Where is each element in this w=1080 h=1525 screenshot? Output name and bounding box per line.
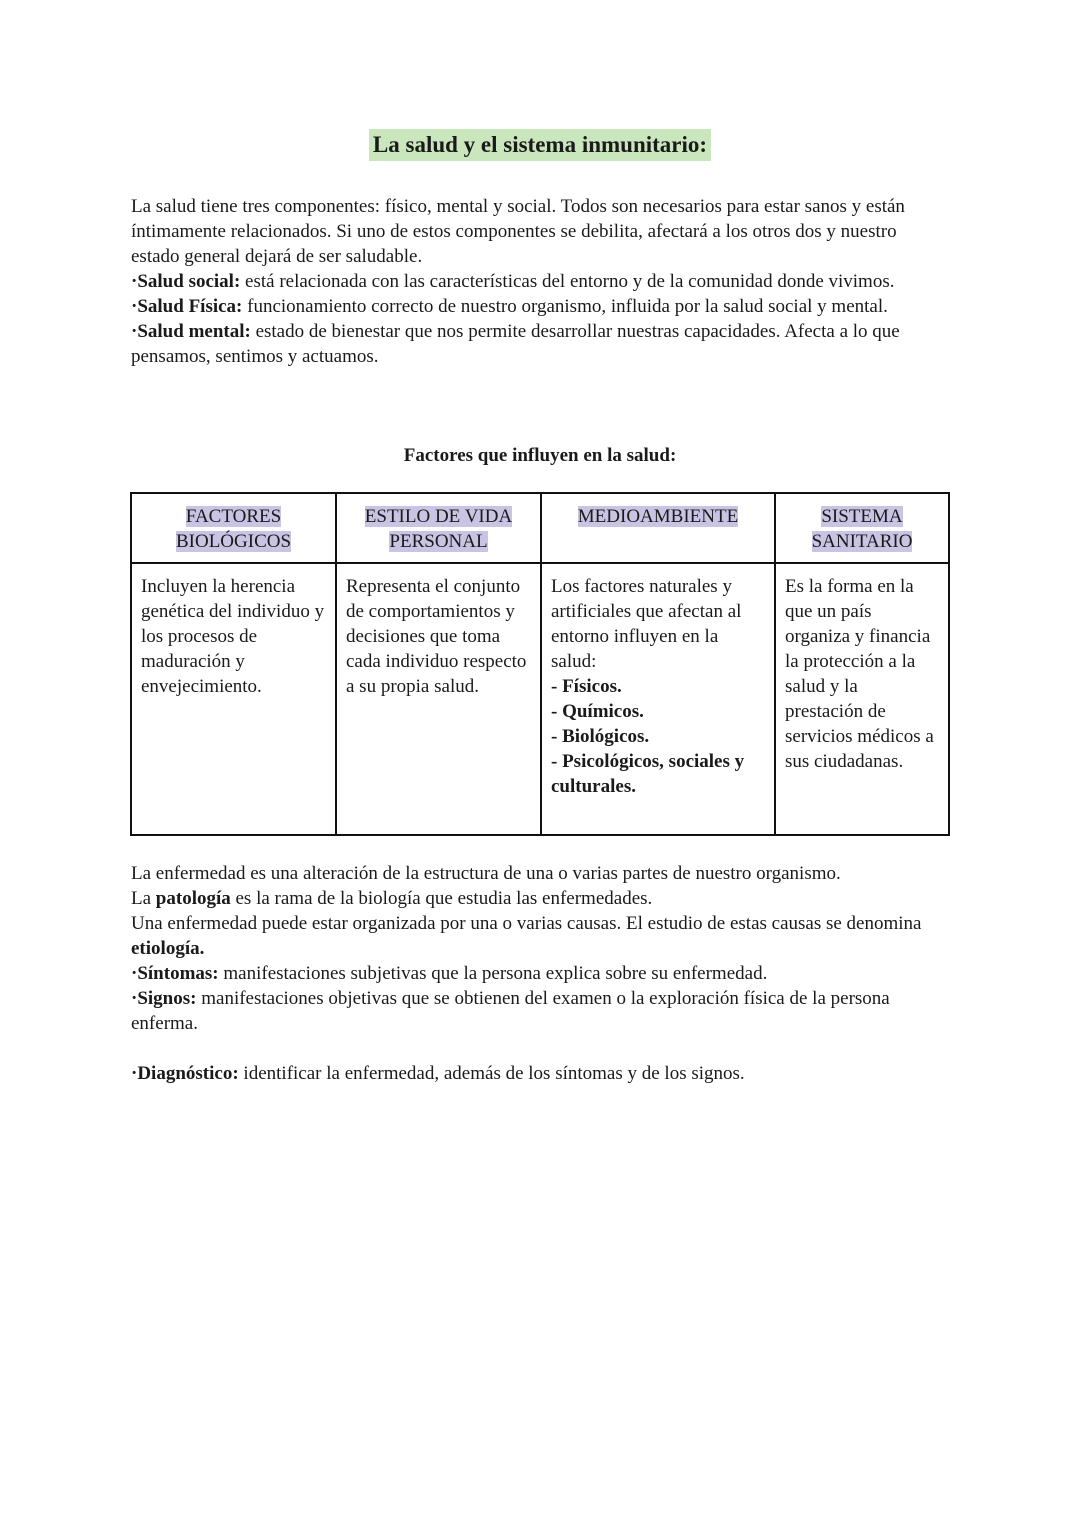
etiology-term: etiología. [131,938,205,959]
cell-health-system: Es la forma en la que un país organiza y financia la protección a la salud y la prestación de servicios médicos a sus ciudadanas. [775,563,949,835]
cell-biological: Incluyen la herencia genética del individuo y los procesos de maduración y envejecimiento. [131,563,336,835]
mental-health-item [131,319,949,369]
header-biological: FACTORES BIOLÓGICOS [131,493,336,563]
physical-health-item [131,294,949,319]
diagnosis-item [131,1061,949,1086]
disease-section [131,861,949,1086]
cell-lifestyle: Representa el conjunto de comportamientos y decisiones que toma cada individuo respecto a su propia salud. [336,563,541,835]
social-health-item [131,269,949,294]
intro-section [131,194,949,369]
disease-paragraph-1: La enfermedad es una alteración de la estructura de una o varias partes de nuestro organismo. [131,863,841,884]
environment-item-psychosocial: - Psicológicos, sociales y culturales. [551,751,745,797]
header-health-system: SISTEMA SANITARIO [775,493,949,563]
social-health-term: ·Salud social: [131,271,241,292]
intro-paragraph: La salud tiene tres componentes: físico, mental y social. Todos son necesarios para estar sanos y están íntimamente relacionados. Si uno de estos componentes se debilita, afectará a los otros dos y nuestro estado general dejará de ser saludable. [131,196,905,267]
disease-paragraph-3: Una enfermedad puede estar organizada por una o varias causas. El estudio de estas causas se denomina etiología. [131,913,922,959]
symptoms-term: ·Síntomas: [131,963,219,984]
symptoms-text: manifestaciones subjetivas que la persona explica sobre su enfermedad. [218,963,768,984]
diagnosis-text: identificar la enfermedad, además de los síntomas y de los signos. [238,1063,745,1084]
table-row [131,563,949,835]
header-environment: MEDIOAMBIENTE [541,493,775,563]
environment-item-biological: - Biológicos. [551,726,650,747]
title-container [0,129,1080,161]
factors-table [130,492,950,836]
environment-intro: Los factores naturales y artificiales que afectan al entorno influyen en la salud: [551,576,742,672]
cell-environment [541,563,775,835]
physical-health-text: funcionamiento correcto de nuestro organismo, influida por la salud social y mental. [242,296,888,317]
disease-paragraph-2: La patología es la rama de la biología que estudia las enfermedades. [131,888,653,909]
mental-health-text: estado de bienestar que nos permite desarrollar nuestras capacidades. Afecta a lo que pensamos, sentimos y actuamos. [131,321,900,367]
mental-health-term: ·Salud mental: [131,321,251,342]
pathology-term: patología [155,888,231,909]
social-health-text: está relacionada con las características del entorno y de la comunidad donde vivimos. [240,271,895,292]
spacer [131,1036,949,1061]
signs-text: manifestaciones objetivas que se obtienen del examen o la exploración física de la persona enferma. [131,988,890,1034]
environment-item-chemical: - Químicos. [551,701,644,722]
header-lifestyle: ESTILO DE VIDA PERSONAL [336,493,541,563]
symptoms-item [131,961,949,986]
diagnosis-term: ·Diagnóstico: [131,1063,239,1084]
environment-item-physical: - Físicos. [551,676,622,697]
factors-title: Factores que influyen en la salud: [403,445,677,466]
page-title: La salud y el sistema inmunitario: [369,129,711,161]
physical-health-term: ·Salud Física: [131,296,243,317]
table-header-row [131,493,949,563]
signs-item [131,986,949,1036]
signs-term: ·Signos: [131,988,197,1009]
